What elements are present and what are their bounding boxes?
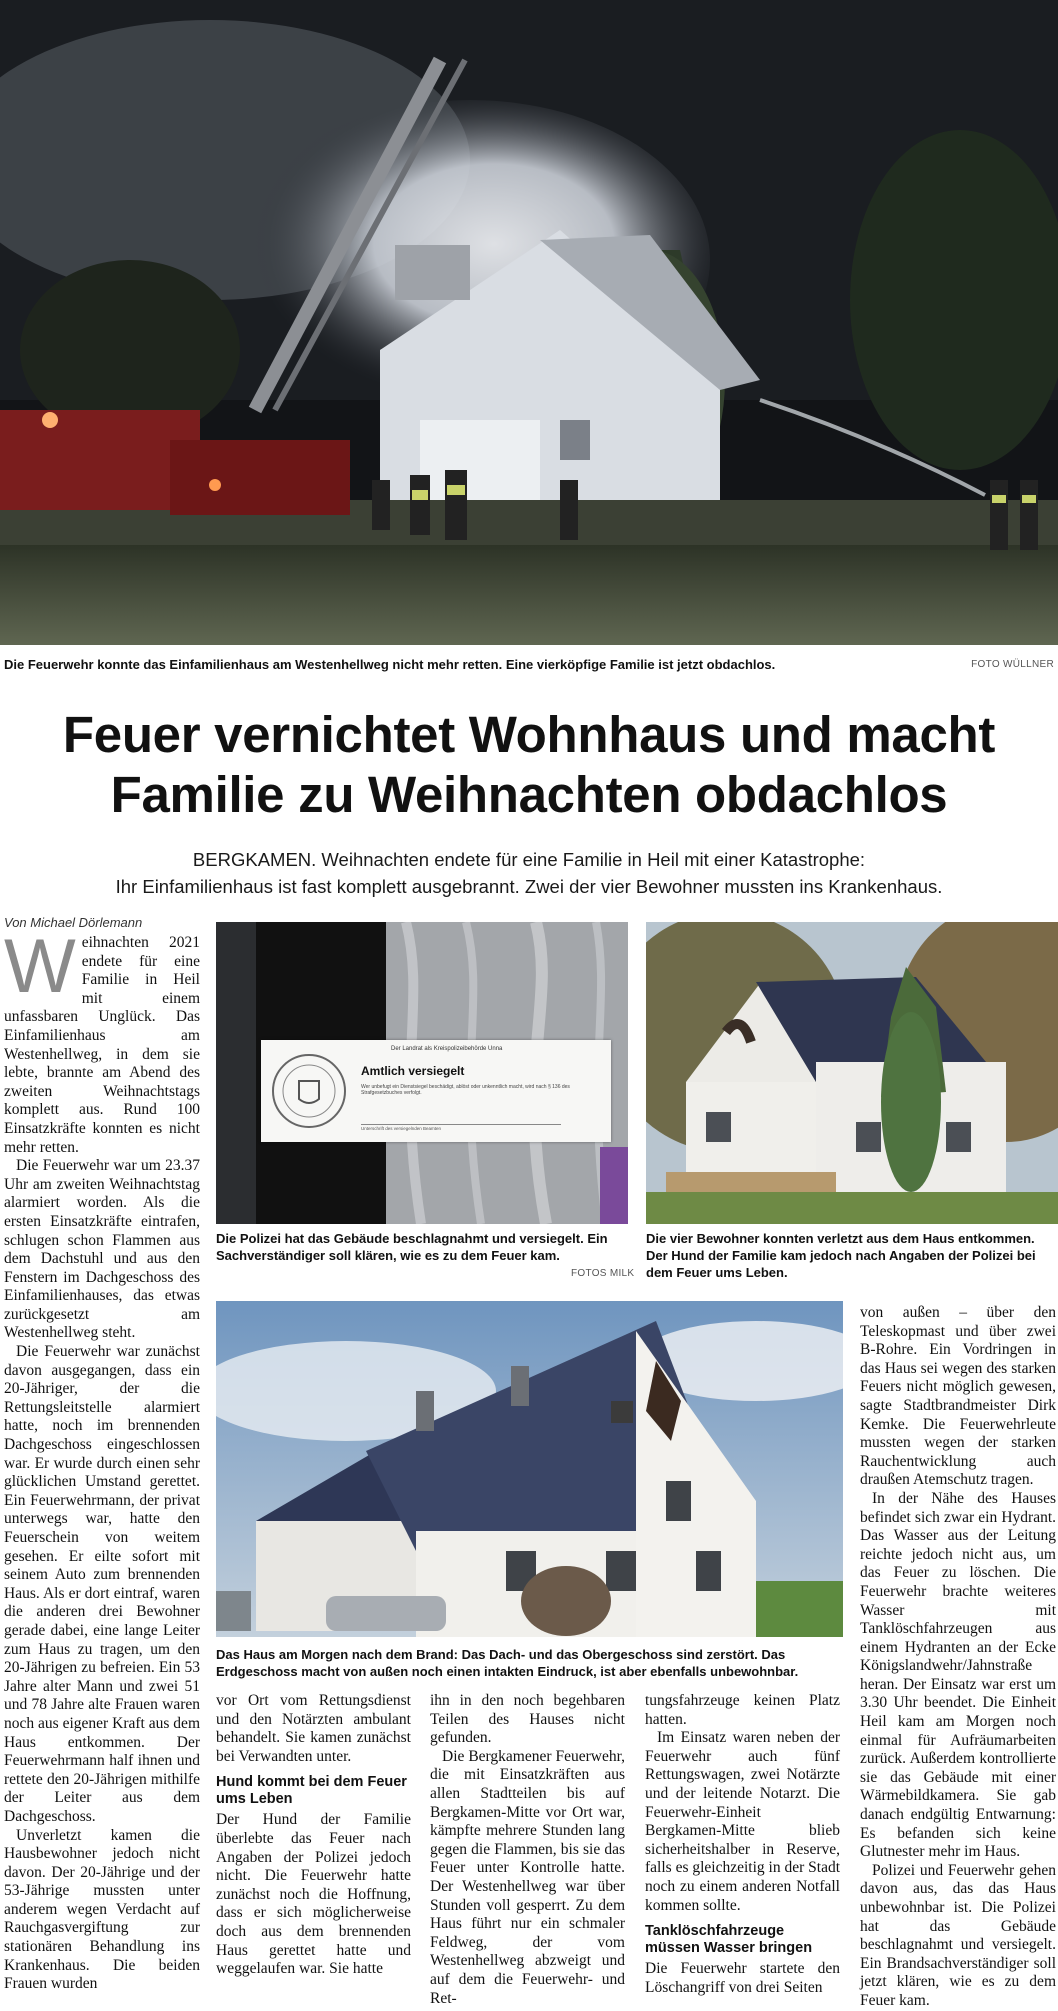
- article-paragraph: Der Hund der Familie überlebte das Feuer nach Angaben der Polizei jedoch nicht. Die Feuerwehr hatte zunächst noch die Hoffnung, dass er sich möglicherweise doch aus dem brennenden Haus gerettet hatte und weggelaufen war. Sie hatte: [216, 1811, 411, 1978]
- seal-signature-line: Unterschrift des versiegelnden Beamten: [361, 1124, 561, 1131]
- article-paragraph: Die Bergkamener Feuerwehr, die mit Einsatzkräften aus allen Stadtteilen bis auf Bergkamen-Mitte vor Ort war, kämpfte mehrere Stunden lang gegen die Flammen, bis sie das Feuer unter Kontrolle hatte. Der Westenhellweg war über Stunden voll gesperrt. Zu dem Haus führt nur ein schmaler Feldweg, der vom Westenhellweg abzweigt und auf dem die Feuerwehr- und Ret-: [430, 1747, 625, 2007]
- headline: [0, 705, 1058, 825]
- article-paragraph: In der Nähe des Hauses befindet sich zwar ein Hydrant. Das Wasser aus der Leitung reichte jedoch nicht aus, um das Feuer zu löschen. Die Feuerwehr brachte weiteres Wasser mit Tanklöschfahrzeugen aus einem Hydranten an der Ecke Königslandwehr/Jahnstraße heran. Der Einsatz war erst um 3.30 Uhr beendet. Die Einheit Heil kam am Morgen noch einmal für Aufräumarbeiten zurück. Außerdem kontrollierte sie das Gebäude mit einer Wärmebildkamera. Sie gab danach endgültig Entwarnung: Es befanden sich keine Glutnester mehr im Haus.: [860, 1489, 1056, 1861]
- article-paragraph: ihn in den noch begehbaren Teilen des Hauses nicht gefunden.: [430, 1692, 625, 1747]
- seal-photo-credit: FOTOS MILK: [571, 1268, 635, 1279]
- seal-warning-text: Wer unbefugt ein Dienstsiegel beschädigt, ablöst oder unkenntlich macht, wird nach § 136 des Strafgesetzbuches verfolgt.: [361, 1084, 570, 1096]
- police-emblem-icon: [269, 1051, 349, 1131]
- seal-photo-caption: Die Polizei hat das Gebäude beschlagnahmt und versiegelt. Ein Sachverständiger soll klären, wie es zu dem Feuer kam.: [216, 1231, 608, 1263]
- dropcap: W: [4, 924, 76, 1009]
- article-paragraph: Im Einsatz waren neben der Feuerwehr auch fünf Rettungswagen, zwei Notärzte und der leitende Notarzt. Die Feuerwehr-Einheit Bergkamen-Mitte blieb sicherheitshalber in Reserve, falls es gleichzeitig in der Stadt noch zu einem anderen Notfall kommen sollte.: [645, 1729, 840, 1914]
- subheading-tankers: Tanklöschfahrzeuge müssen Wasser bringen: [645, 1923, 813, 1957]
- seal-title: Amtlich versiegelt: [361, 1064, 465, 1078]
- house-morning-photo: [216, 1301, 843, 1637]
- byline: Von Michael Dörlemann: [4, 915, 143, 930]
- article-paragraph: Die Feuerwehr startete den Löschangriff von drei Seiten: [645, 1960, 840, 1996]
- article-paragraph: Polizei und Feuerwehr gehen davon aus, das das Haus unbewohnbar ist. Die Polizei hat das Gebäude beschlagnahmt und versiegelt. Ein Brandsachverständiger soll jetzt klären, wie es zu dem Feuer kam.: [860, 1861, 1056, 2009]
- big-photo-caption: Das Haus am Morgen nach dem Brand: Das Dach- und das Obergeschoss sind zerstört. Das Erdgeschoss macht von außen noch einen intakten Eindruck, ist aber ebenfalls unbewohnbar.: [216, 1647, 799, 1679]
- article-column-5: [860, 1304, 1056, 2011]
- article-intro: eihnachten 2021 endete für eine Familie in Heil mit einem unfassbaren Unglück. Das Einfamilienhaus am Westenhellweg, in dem sie lebte, brannte am Abend des zweiten Weihnachtstags komplett aus. Rund 100 Einsatzkräfte konnten es nicht mehr retten.: [4, 934, 200, 1156]
- article-column-2: [216, 1692, 411, 1979]
- article-paragraph: Die Feuerwehr war zunächst davon ausgegangen, dass ein 20-Jähriger, der die Rettungsleitstelle alarmiert hatte, noch im brennenden Dachgeschoss eingeschlossen war. Er wurde durch einen sehr glücklichen Umstand gerettet. Ein Feuerwehrmann, der privat unterwegs war, hatte den Feuerschein von weitem gesehen. Er eilte sofort mit seinem Auto zum brennenden Haus. Als er dort eintraf, waren die anderen drei Bewohner gerade dabei, eine lange Leiter zum Haus zu tragen, um den 20-Jährigen zu befreien. Ein 53 Jahre alter Mann und zwei 51 und 78 Jahre alte Frauen waren noch aus eigener Kraft aus dem Haus entkommen. Der Feuerwehrmann half ihnen und rettete den 20-Jährigen mithilfe der Leiter aus dem Dachgeschoss.: [4, 1343, 200, 1825]
- subheading-dog: Hund kommt bei dem Feuer ums Leben: [216, 1774, 407, 1808]
- article-paragraph: von außen – über den Teleskopmast und über zwei B-Rohre. Ein Vordringen in das Haus sei wegen des starken Feuers nicht möglich gewesen, sagte Stadtbrandmeister Dirk Kemke. Die Feuerwehrleute mussten wegen der starken Rauchentwicklung auch draußen Atemschutz tragen.: [860, 1304, 1056, 1489]
- article-column-1: [4, 924, 200, 1994]
- top-photo-caption: Die Feuerwehr konnte das Einfamilienhaus am Westenhellweg nicht mehr retten. Eine vierköpfige Familie ist jetzt obdachlos.: [4, 657, 776, 672]
- article-paragraph: Die Feuerwehr war um 23.37 Uhr am zweiten Weihnachtstag alarmiert worden. Als die ersten Einsatzkräfte eintrafen, schlugen schon Flammen aus dem Dachstuhl und aus den Fenstern im Dachgeschoss des Einfamilienhauses, das etwas zurückgesetzt am Westenhellweg steht.: [4, 1157, 200, 1342]
- article-paragraph: tungsfahrzeuge keinen Platz hatten.: [645, 1692, 840, 1728]
- burnt-house-day-photo: [646, 922, 1058, 1224]
- fire-night-photo: [0, 0, 1058, 645]
- article-column-3: [430, 1692, 625, 2008]
- official-seal-sticker: [261, 1040, 611, 1142]
- headline-line-1: Feuer vernichtet Wohnhaus und macht: [62, 706, 996, 763]
- lead-line-1: BERGKAMEN. Weihnachten endete für eine Familie in Heil mit einer Katastrophe:: [192, 849, 866, 870]
- article-paragraph: Unverletzt kamen die Hausbewohner jedoch nicht davon. Der 20-Jährige und der 53-Jährige mussten unter anderem wegen Verdacht auf Rauchgasvergiftung zur stationären Behandlung ins Krankenhaus. Die beiden Frauen wurden: [4, 1826, 200, 1993]
- seal-header: Der Landrat als Kreispolizeibehörde Unna: [391, 1046, 503, 1052]
- lead-line-2: Ihr Einfamilienhaus ist fast komplett ausgebrannt. Zwei der vier Bewohner mussten ins Krankenhaus.: [115, 876, 943, 897]
- seal-photo: [216, 922, 628, 1224]
- top-photo-credit: FOTO WÜLLNER: [971, 659, 1054, 670]
- article-column-4: [645, 1692, 840, 1997]
- day-photo-caption: Die vier Bewohner konnten verletzt aus dem Haus entkommen. Der Hund der Familie kam jedoch nach Angaben der Polizei bei dem Feuer ums Leben.: [646, 1231, 1036, 1280]
- headline-line-2: Familie zu Weihnachten obdachlos: [110, 766, 948, 823]
- article-paragraph: vor Ort vom Rettungsdienst und den Notärzten ambulant behandelt. Sie kamen zunächst bei Verwandten unter.: [216, 1692, 411, 1765]
- lead-paragraph: [0, 846, 1058, 900]
